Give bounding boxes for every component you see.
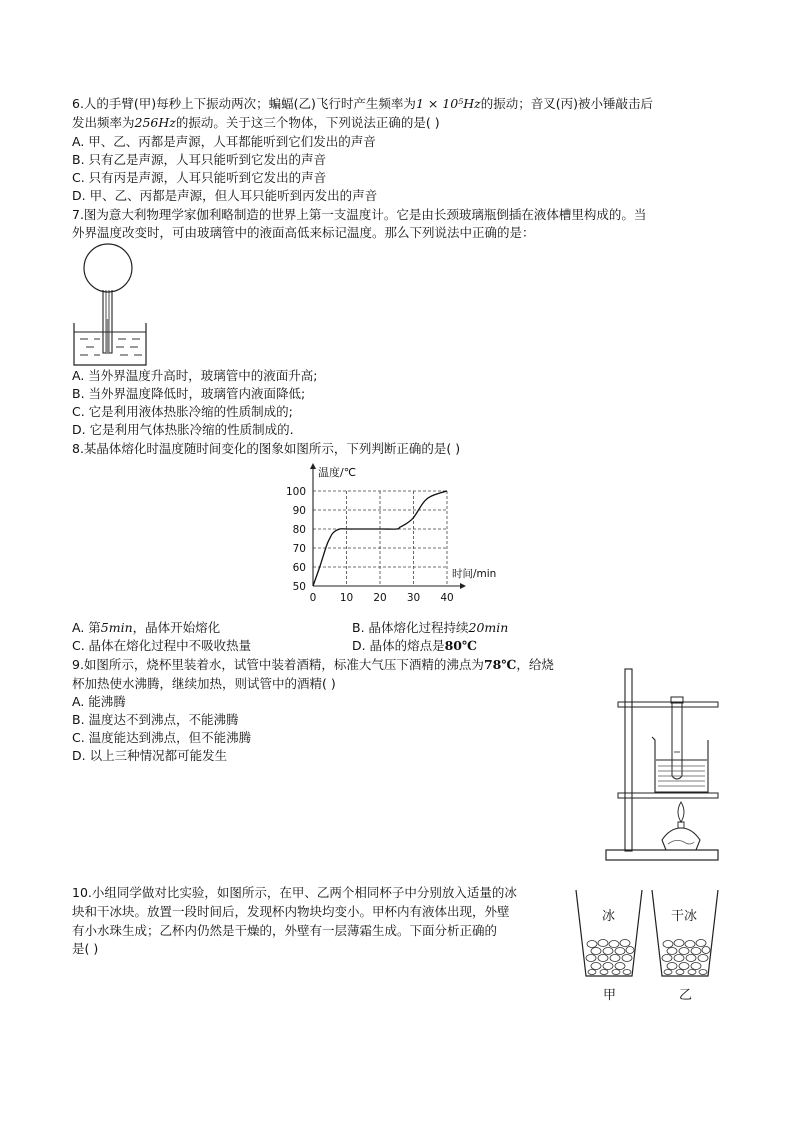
q6-stem-text: 6.人的手臂(甲)每秒上下振动两次；蝙蝠(乙)飞行时产生频率为 [72,96,416,111]
q6-stem-text: 的振动。关于这三个物体，下列说法正确的是( ) [175,115,440,130]
q9-stem-text: ，给烧 [516,657,554,672]
galileo-thermometer-figure [70,242,152,368]
y-tick-label: 100 [285,486,306,498]
cup-right-name-label: 乙 [679,988,693,1003]
q8-option-d [352,637,477,655]
q7-option-a: A. 当外界温度升高时，玻璃管中的液面升高; [72,368,318,383]
dry-ice-pieces [662,940,710,975]
x-axis-label: 时间/min [452,568,497,580]
q7-option-c: C. 它是利用液体热胀冷缩的性质制成的; [72,404,293,419]
y-tick-label: 80 [292,524,306,536]
q8-stem: 8.某晶体熔化时温度随时间变化的图象如图所示，下列判断正确的是( ) [72,441,461,456]
q6-option-c: C. 只有丙是声源，人耳只能听到它发出的声音 [72,170,327,185]
q9-option-a: A. 能沸腾 [72,694,126,709]
y-axis-label: 温度/℃ [318,466,357,479]
q6-option-a: A. 甲、乙、丙都是声源，人耳都能听到它们发出的声音 [72,134,376,149]
q9-option-d: D. 以上三种情况都可能发生 [72,748,228,763]
q9-option-b: B. 温度达不到沸点，不能沸腾 [72,712,239,727]
cup-left-content-label: 冰 [602,909,616,924]
q7-option-d: D. 它是利用气体热胀冷缩的性质制成的. [72,422,294,437]
x-tick-label: 0 [309,592,317,604]
q6-option-d: D. 甲、乙、丙都是声源，但人耳只能听到丙发出的声音 [72,188,378,203]
q10-stem-line2: 块和干冰块。放置一段时间后，发现杯内物块均变小。甲杯内有液体出现，外壁 [72,904,510,919]
q6-stem-line2 [72,114,440,132]
q8-option-b-text: B. 晶体熔化过程持续 [352,620,469,635]
y-tick-label: 90 [292,505,306,517]
melting-curve-chart [280,460,520,608]
q10-stem-line3: 有小水珠生成；乙杯内仍然是干燥的，外壁有一层薄霜生成。下面分析正确的 [72,923,498,938]
q6-option-b: B. 只有乙是声源，人耳只能听到它发出的声音 [72,152,327,167]
q6-stem-line1 [72,95,653,113]
q10-stem-line1: 10.小组同学做对比实验，如图所示，在甲、乙两个相同杯子中分别放入适量的冰 [72,885,517,900]
y-tick-label: 70 [292,543,306,555]
q6-frequency-bat: 1 × 10⁵Hz [415,96,481,111]
x-tick-labels [310,592,454,604]
ice-pieces [586,940,634,975]
q7-option-b: B. 当外界温度降低时，玻璃管内液面降低; [72,386,306,401]
q8-option-c: C. 晶体在熔化过程中不吸收热量 [72,638,252,653]
q6-stem-text: 发出频率为 [72,115,135,130]
q6-frequency-fork: 256Hz [134,115,176,130]
q9-stem-line1 [72,656,554,674]
q6-stem-text: 的振动；音叉(丙)被小锤敲击后 [480,96,653,111]
q7-stem-line1: 7.图为意大利物理学家伽利略制造的世界上第一支温度计。它是由长颈玻璃瓶倒插在液体槽里构成的。当 [72,207,647,222]
y-tick-label: 50 [292,581,306,593]
q8-option-a-text: ，晶体开始熔化 [132,620,221,635]
q10-stem-line4: 是( ) [72,941,99,956]
y-tick-label: 60 [292,562,306,574]
q9-stem-line2: 杯加热使水沸腾，继续加热，则试管中的酒精( ) [72,676,336,691]
x-axis-arrow-icon [460,583,466,589]
q9-option-c: C. 温度能达到沸点，但不能沸腾 [72,730,252,745]
x-tick-label: 30 [406,592,421,604]
x-tick-label: 40 [440,592,454,604]
x-tick-label: 10 [339,592,354,604]
q8-option-b-time: 20min [468,620,509,635]
q8-option-a-text: A. 第 [72,620,101,635]
q8-option-a [72,619,220,637]
q9-stem-text: 9.如图所示，烧杯里装着水，试管中装着酒精，标准大气压下酒精的沸点为 [72,657,484,672]
cup-right-content-label: 干冰 [671,909,698,924]
boiling-apparatus-figure [600,664,724,868]
q8-option-d-value: 80℃ [444,638,477,653]
q7-stem-line2: 外界温度改变时，可由玻璃管中的液面高低来标记温度。那么下列说法中正确的是： [72,225,535,240]
y-tick-labels [286,486,306,593]
q8-option-a-time: 5min [100,620,133,635]
ice-cups-figure [572,886,724,1006]
chart-grid [313,491,447,586]
q9-boiling-point: 78℃ [483,657,517,672]
cup-left-name-label: 甲 [603,988,617,1003]
q8-option-b [352,619,508,637]
x-tick-label: 20 [373,592,387,604]
y-axis-arrow-icon [310,463,316,469]
chart-axes [310,463,466,589]
q8-option-d-text: D. 晶体的熔点是 [352,638,445,653]
